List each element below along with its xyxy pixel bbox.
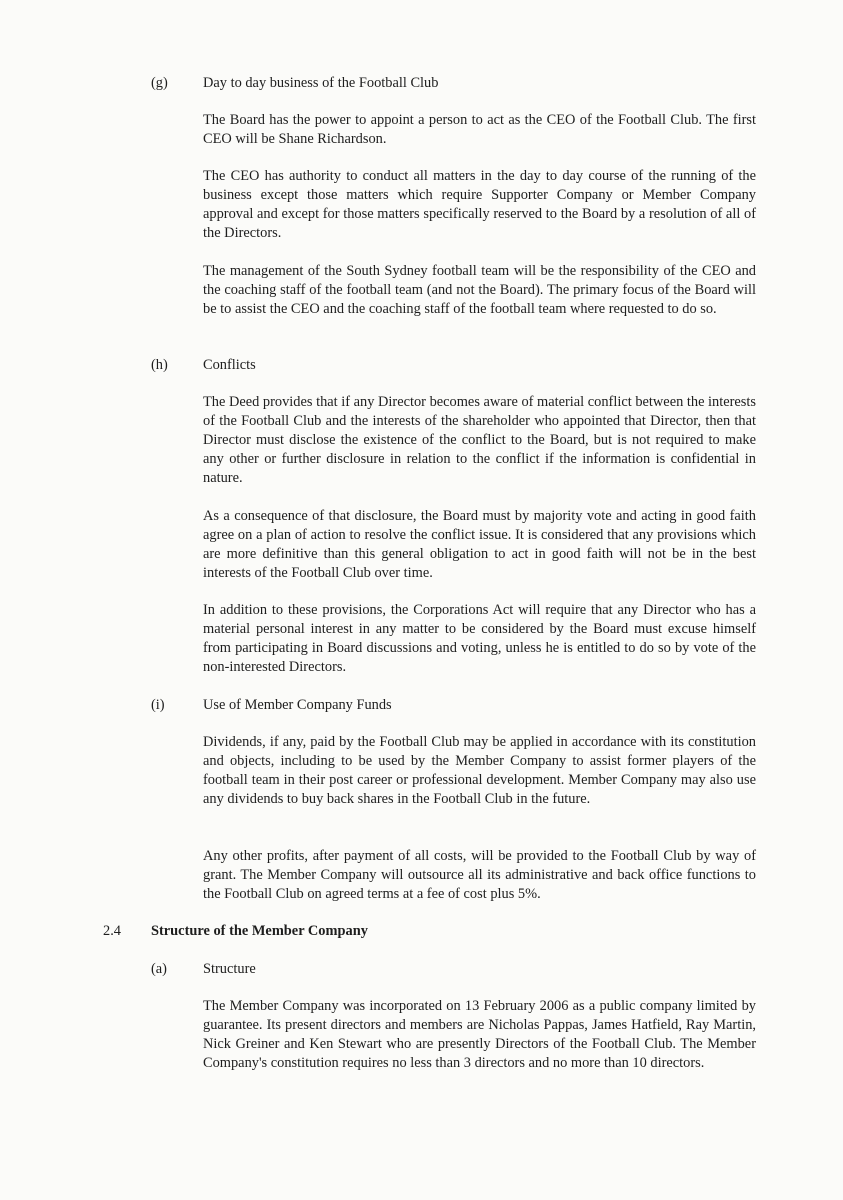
item-title-i: Use of Member Company Funds	[203, 697, 392, 713]
item-label-i: (i)	[151, 697, 165, 713]
paragraph: Dividends, if any, paid by the Football Club may be applied in accordance with its constitution and objects, including to be used by the Member Company to assist former players of the football team in their post career or professional development. Member Company may also use any dividends to buy back shares in the Football Club in the future.	[203, 734, 756, 807]
paragraph: As a consequence of that disclosure, the Board must by majority vote and acting in good faith agree on a plan of action to resolve the conflict issue. It is considered that any provisions which are more definitive than this general obligation to act in good faith will not be in the best interests of the Football Club over time.	[203, 508, 756, 581]
paragraph: In addition to these provisions, the Corporations Act will require that any Director who has a material personal interest in any matter to be considered by the Board must excuse himself from participating in Board discussions and voting, unless he is entitled to do so by vote of the non-interested Directors.	[203, 602, 756, 675]
paragraph: The Board has the power to appoint a person to act as the CEO of the Football Club. The first CEO will be Shane Richardson.	[203, 112, 756, 147]
paragraph: The Member Company was incorporated on 13 February 2006 as a public company limited by guarantee. Its present directors and members are Nicholas Pappas, James Hatfield, Ray Martin, Nick Greiner and Ken Stewart who are presently Directors of the Football Club. The Member Company's constitution requires no less than 3 directors and no more than 10 directors.	[203, 998, 756, 1071]
paragraph: The Deed provides that if any Director becomes aware of material conflict between the interests of the Football Club and the interests of the shareholder who appointed that Director, then that Director must disclose the existence of the conflict to the Board, but is not required to make any other or further disclosure in relation to the conflict if the information is confidential in nature.	[203, 394, 757, 486]
section-number: 2.4	[103, 923, 121, 939]
paragraph: Any other profits, after payment of all costs, will be provided to the Football Club by way of grant. The Member Company will outsource all its administrative and back office functions to the Football Club on agreed terms at a fee of cost plus 5%.	[203, 848, 756, 902]
item-label-a: (a)	[151, 961, 167, 977]
paragraph: The CEO has authority to conduct all matters in the day to day course of the running of the business except those matters which require Supporter Company or Member Company approval and except for those matters specifically reserved to the Board by a resolution of all of the Directors.	[203, 168, 756, 241]
item-title-g: Day to day business of the Football Club	[203, 75, 439, 91]
paragraph: The management of the South Sydney football team will be the responsibility of the CEO and the coaching staff of the football team (and not the Board). The primary focus of the Board will be to assist the CEO and the coaching staff of the football team where requested to do so.	[203, 263, 756, 317]
section-heading: Structure of the Member Company	[151, 923, 368, 939]
item-label-h: (h)	[151, 357, 168, 373]
item-label-g: (g)	[151, 75, 168, 91]
item-title-a: Structure	[203, 961, 256, 977]
item-title-h: Conflicts	[203, 357, 256, 373]
